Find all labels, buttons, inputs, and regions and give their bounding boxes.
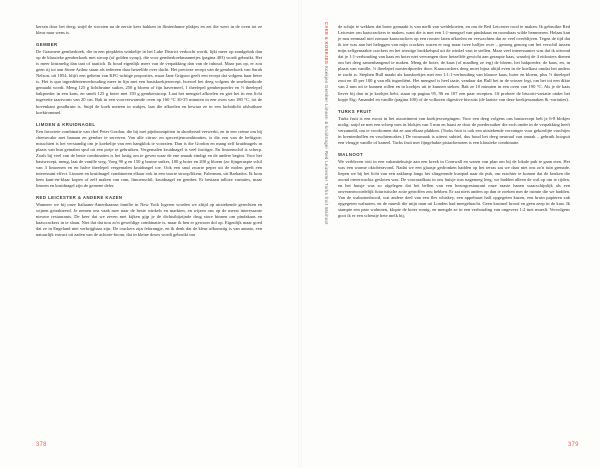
paragraph-gember: De Grasmere gemberkoek, die in een piepklein winkeltje in het Lake District verkocht wordt, lijkt meer op zandgebak dan op de klassieke gemberkoek met stroop (of golden syrup), die voor gemberkoekmannetjes (pagina 403) wordt gebruikt. Het is meer kruimelig dan taai of taaitich. Ik houd eigenlijk meer van de verpakking dan van de inhoud. Maar pas op, er zou geen rij tot aan Stone Arthur staan als iedereen daar hetzelfde over dacht. Het precieze recept van de gemberkoek van Sarah Nelson, uit 1854, blijft een geheim van KFC-achtige proporties, maar Jane Grigson geeft een recept dat volgens haar beter is. Het is qua ingrediëntenverhouding meer in lijn met een basiskoekjesrecept, hoewel het deeg volgens de smeltmethode gemaakt wordt. Meng 125 g lichtbruine suiker, 250 g bloem of fijn havermeel, 1 theelepel gemberpoeder en ½ theelepel bakpoeder in een kom, en smelt 125 g boter met 150 g gemberstroop. Laat het mengsel afkoelen en giet het in een licht ingevette taartvorm van 20 cm. Bak in een voorverwarmde oven op 160 °C 30-35 minuten in een oven van 180 °C, tot de bovenkant goudbruin is. Snijd de koek meteen in stukjes, laat die afkoelen en bewaar ze in een luchtdicht afsluitbare koektrommel. [36,49,262,115]
running-head-item: Koekjes [324,65,329,84]
right-column [338,24,570,219]
left-column [36,24,262,238]
right-intro-paragraph: de schijn te wekken dat boter gemaakt is van melk van weidekoeien, en om de Red Leicester rood te maken. Ik gebruikte Red Leicester om kaascrackers te maken, want die is met een 1:1-mengsel van pindakaas en roomkaas wilde hemmeren. Helaas kan je nou eenmaal niet zomaar kaascrackers op een rooster laten afkoelen en verwachten dat ze veel overblijven. Tegen de tijd dat ik toe was aan het beleggen van mijn crackers waren er nog maar twee halfjes over – genoeg genoeg om het verschil tussen mijn zelfgemaakte crackers en het triestige brokkelspul uit de winkel vast te stellen. Maar veel interessanter was dat ik uitvond dat je 1:1-verhouding van kaas en boter niet vervangen door hetzelfde gewicht aan geraspte kaas, waarbij de 4 eidooiers dienen om het deeg samenhangend te maken. Meng de boter, de kaas (of maalbeg ze erg) de bloem, het bakpoeder, de kaas, en, in plaats van vanille, ½ theelepel mosterdpoeder door. Kaascrackers deeg moet bijna altijd even in de koelkast omdat het anders te zacht is. Stephen Bull maakt als kaaskoekjes met een 1:1:1-verhouding van blauwe kaas, boter en bloem, plus ½ theelepel zout en 45 per 100 g van elk ingrediënt. Het mengsel is heel taaie, vandaar dat Bull het in de vriezer legt, om het tot een dikte van 2 mm uit te kunnen rollen en in koekjes uit te kunnen steken. Bak ze 10 minuten in een oven van 190 °C. Als je de kaas liever bij dan in je koekjes hebt, staan op pagina 95, 96 en 107 een paar recepten. Of probeer de biscotti-variatie onder het kopje Eig: Amandel en vanille (pagina 100) of de volkoren digestive biscuits (de laatste van deze koekjessmaken & -variaties). [338,24,570,102]
running-head-separator: · [324,205,329,207]
running-head-separator: · [324,102,329,104]
running-head-separator: · [324,83,329,85]
running-head-item: Red Leicester [324,150,329,181]
running-head-separator: · [324,148,329,151]
section-heading-gember: GEMBER [36,42,58,48]
section-heading-limoen-kruidnagel: LIMOEN & KRUIDNAGEL [36,121,96,127]
running-head-category: CAKE & KOEKJES [324,22,329,65]
section-heading-walnoot: WALNOOT [338,151,364,157]
paragraph-turks-fruit: Turks fruit is een exoot in het assortiment van koekjesvoegingen. Voor een deeg volgens ons basisrecept heb je 6-8 blokjes nodig: snijd ze met een scherp mes in blokjes van 5 mm en haast ze door de poedersuiker die erch onder in de verpakking heeft verzameld, om te voorkomen dat ze aan elkaar plakken. (Turks fruit is ook een uitstekende vervanger voor gekonfijte vruchtjes in krentenbollen en vruchtencakes.) De roosmaak is uiterst subtiel, dus houd het deeg neutraal van smaak – gebruik hooguit een vleugje vanille of kaneel. Turks fruit met fijngehakte pistachenoten is een klassieke combinatie. [338,115,570,145]
running-head-separator: · [324,64,329,66]
paragraph-red-leicester: Wanneer we bij onze Italiaans-Amerikaanse familie in New York logeren worden we altijd op uitstekende gerechten en wijnen getrakteerd. Je nemen ons vaak mee naar de beste winkels en markten, en wijzen ons op de meest interessante nieuwe restaurants. De keer dat we zeven met kijken gijp je de dichtstbijzijnde drug store binnen om pindakaas en kaascrackers in te slaan. Niet dat dat nou zo'n geweldige combinatie is, maar ik ben er gewoon dol op. Eigenlijk maar goed dat ze in Engeland niet verkrijgbaar zijn. De crackers zijn felorangje, en ik denk dat de kleur afkomstig is van annato, een natuurlijk extract uit zaden van de achiote-boom, dat in kleine doses wordt gebruikt om [36,202,262,238]
paragraph-walnoot: We verbleven ooit in een vakantiehuisje aan een kreek in Cornwall en waren van plan om bij de lokale pub te gaan eten. Het was een warme oktoberavond. Nadat we een glaasje gedronken hadden op het terras zat we daar niet ons zo'n tuin grenade, liepen we bij het licht van een zaklamp langs het slingerende kustpad naar de pub, om erachter te komen dat de keuken die avond onverwachts gesloten was. De voorraadkast in ons huisje was nagenoeg leeg, we hadden alleen de wal op om te rijden, en het huisje was zo afgelegen dat het bellen van een bezorgrestaurant onze raaste banen waarschijnlijk als een onverantwoordelijk futuristische actie getroffen zou hebben. Er zat niets anders op dan te zoeken met de ruimte die we hadden. Van de walnotenbrood, wat andere deel van een fles whiskey, een appeltaart half opgegeten kazen, een bruin papieren zak opgegeten walnoten, en de muesli die mijn man uit Londen had meegebracht. Geen kruimel brood en geen zeep in de kast. Ik stampte een paar walnoten, klopte de boter romig, en mengde ze in een verhouding van ongeveer 1:2 met muesli. Vervolgens goot ik er een scheutje hete melk bij, [338,158,570,219]
running-head-item: Limoen & kruidnagel [324,103,329,149]
running-head-item: Walnoot [324,206,329,225]
right-page [300,0,600,468]
running-head-item: Turks fruit [324,182,329,206]
page-number-left: 378 [36,442,47,448]
running-head-separator: · [324,180,329,183]
page-number-right: 379 [568,442,579,448]
left-intro-paragraph: kersen door het deeg; snijd de worsten na de eerste keer bakken in flinterdunne plakjes en zet die weer in de oven tot ze kleur naar wens is. [36,24,262,36]
running-head-item: Gember [324,85,329,103]
section-heading-red-leicester: RED LEICESTER & ANDERE KAZEN [36,195,123,201]
paragraph-limoen-kruidnagel: Een favoriete combinatie van chef Peter Gordon, die hij met pijnboompitten in shortbread verwerkt, en in een crème om bij cheesecake met banaan en gember te serveren. Van alle citrus- en specerijencombinaties, is die een van de heftigste: misschien is het verstandig om je koekeltje van een hangklok te voorzien. Dan is die Gordon en mang zelf kruidnagels in plaats van hun gemalen spul uit een potje te gebruiken. Vergemalen kruidnagel is veel fruitiger. En limoenschil is scherp. Zoals bij veel van de beste combinaties is het lastig om te geven waar de ene smaak eindigt en de andere begint. Voor het basisrecept, meng, laat de vanille weg. Voeg 90 g en 150 g bruine suiker, 100 g boter en 200 g bloem (zo fijngeraspte schil van 3 limoenen en en halve theelepel vergemalen kruidnagel toe. Ook een snuf zwarte peper uit de molen geeft een interessant effect. Limoen en kruidnagel combineren elkaar ook in een soorte siroop/likeur, Falernum, uit Barbados. Ik kom hem kant-en-klaar kopen of zelf maken van rum, limoenschil, kruidnagel en gember. Er bestaan talloze variaties, maar limoen en kruidnagel zijn de gemene deler. [36,128,262,189]
section-heading-turks-fruit: TURKS FRUIT [338,108,372,114]
